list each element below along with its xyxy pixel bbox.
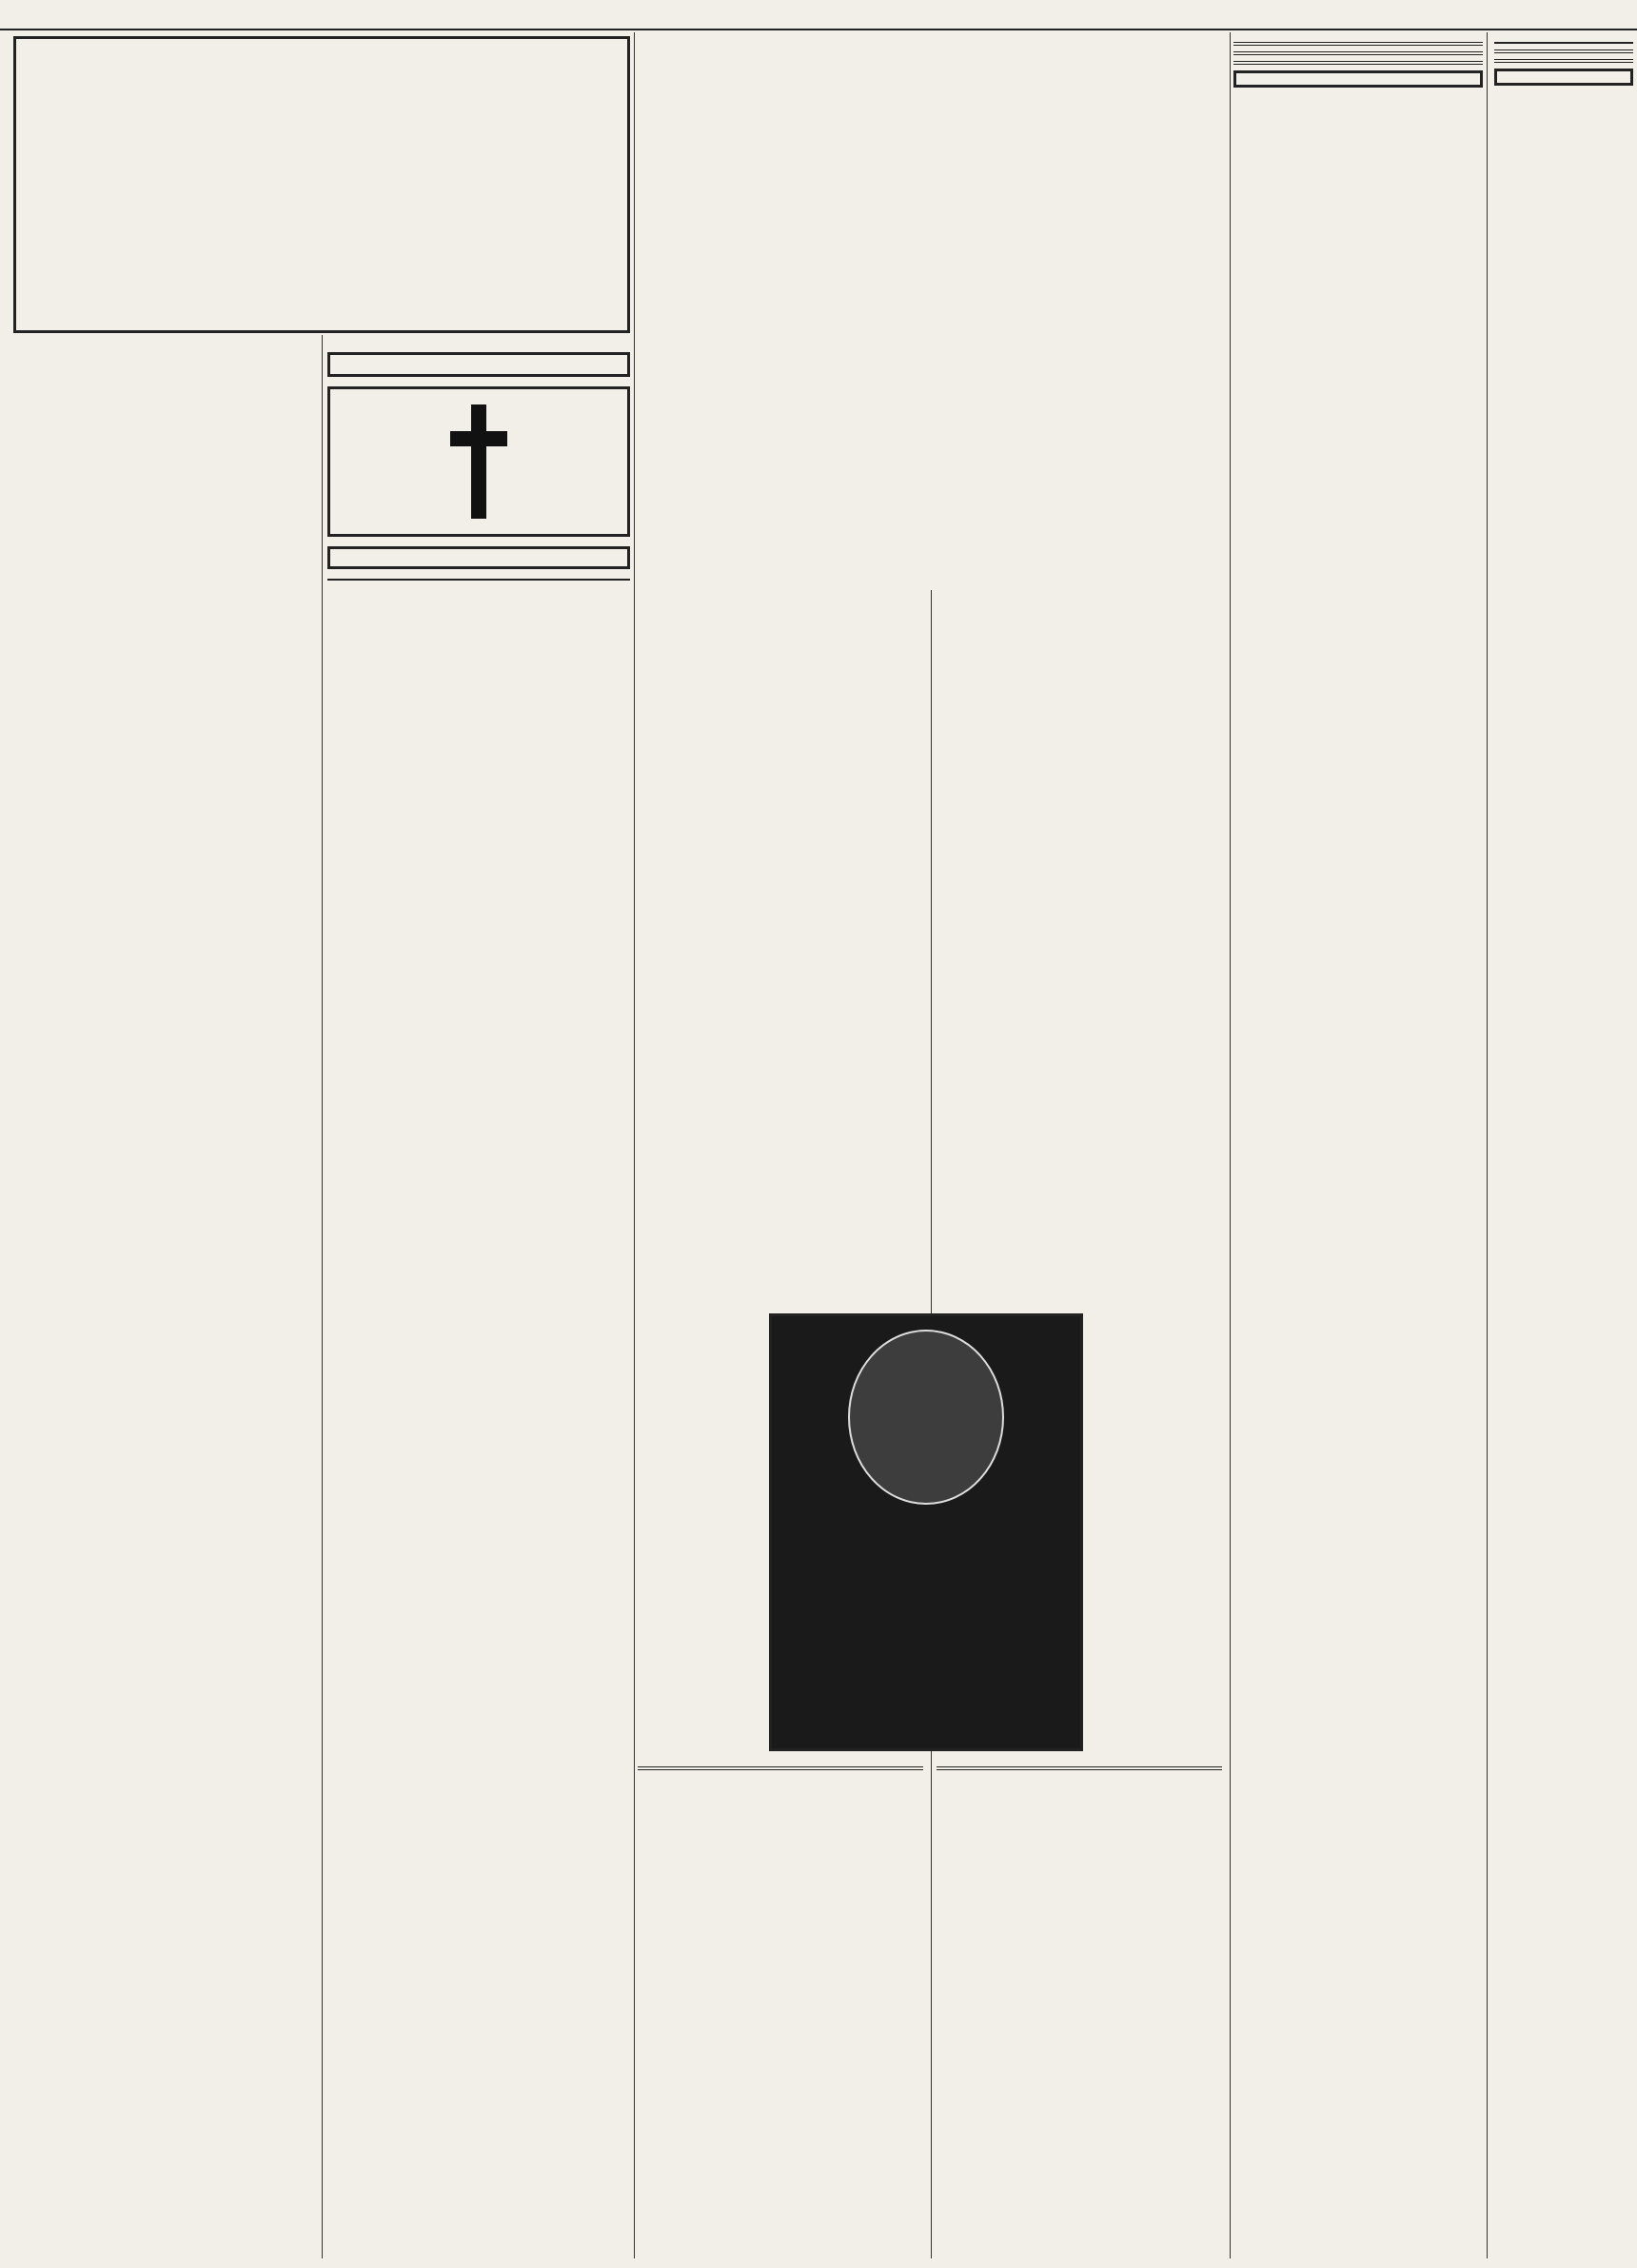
- article-problema-vital: [638, 32, 1228, 46]
- divider: [937, 1766, 1222, 1770]
- divider: [638, 1766, 923, 1770]
- divider: [1494, 49, 1633, 53]
- divider: [1233, 42, 1483, 46]
- theatros-section: [1233, 36, 1483, 95]
- obituary-albino: [327, 546, 630, 569]
- column-rule: [634, 32, 635, 2258]
- column-rule: [1230, 32, 1231, 2258]
- article-questao-do-peixe: [13, 343, 318, 348]
- divider: [327, 579, 630, 581]
- salao-central-news: [638, 1761, 923, 1776]
- keating-ad: [769, 1313, 1083, 1751]
- cross-icon: [450, 404, 507, 519]
- masthead: [0, 0, 1637, 30]
- insect-illustration-icon: [848, 1330, 1004, 1505]
- casa-bancaria-ad: [1233, 70, 1483, 88]
- divider: [1233, 51, 1483, 55]
- politeama-ad: [327, 352, 630, 377]
- ultima-hora-column: [1494, 36, 1633, 93]
- divider: [1494, 42, 1633, 44]
- column-2: [327, 343, 630, 586]
- salao-central-ad: [13, 36, 630, 333]
- trabalhadores-news: [937, 1761, 1222, 1776]
- obituary-fernando: [327, 386, 630, 537]
- so-visto-ad: [1494, 69, 1633, 86]
- divider: [1494, 59, 1633, 63]
- column-rule: [1487, 32, 1488, 2258]
- divider: [1233, 61, 1483, 65]
- column-rule: [322, 335, 323, 2258]
